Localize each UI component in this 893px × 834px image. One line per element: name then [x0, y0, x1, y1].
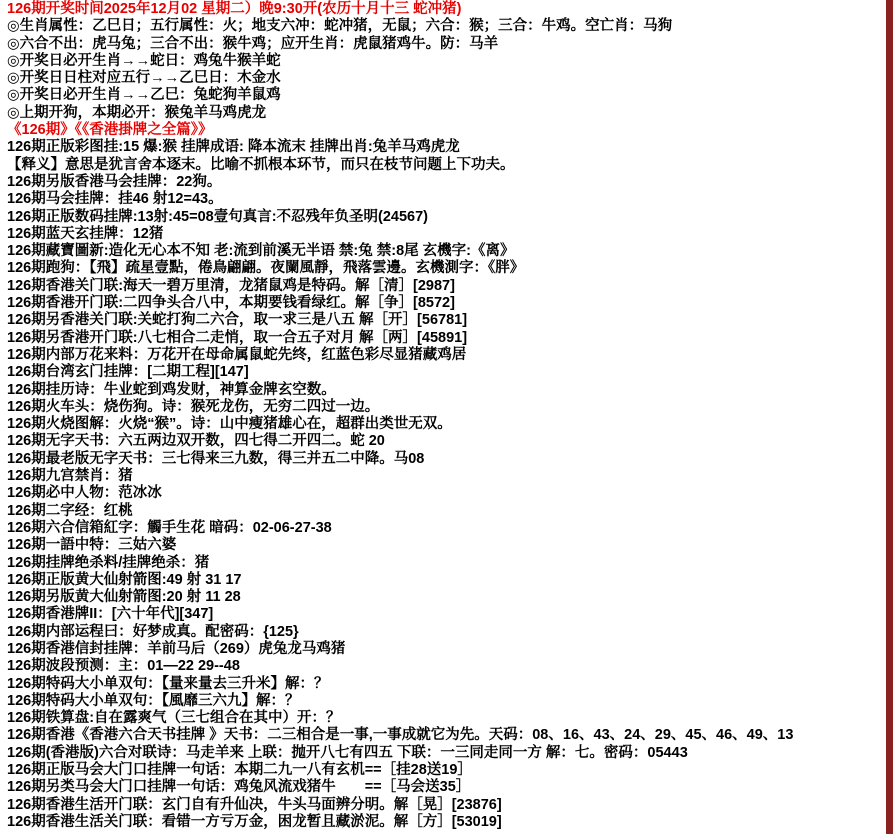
- text-line: 126期正版黄大仙射箭图:49 射 31 17: [7, 571, 242, 588]
- text-line: 126期马会挂牌：挂46 射12=43。: [7, 191, 223, 208]
- text-line: 126期火车头：烧伤狗。诗：猴死龙伤，无穷二四过一边。: [7, 398, 380, 415]
- text-line: 126期香港牌II：[六十年代][347]: [7, 606, 214, 623]
- text-line: 126期正版彩图挂:15 爆:猴 挂牌成语: 降本流末 挂牌出肖:兔羊马鸡虎龙: [7, 139, 460, 156]
- text-line: 126期蓝天玄挂牌：12猪: [7, 225, 164, 242]
- text-line: 126期无字天书：六五两边双开数，四七得二开四二。蛇 20: [7, 433, 385, 450]
- text-line: ◎上期开狗，本期必开：猴兔羊马鸡虎龙: [7, 104, 267, 121]
- text-line: 126期内部万花来料：万花开在母命属鼠蛇先终，红蓝色彩尽显猪藏鸡居: [7, 346, 467, 363]
- text-line: 126期挂牌绝杀料/挂牌绝杀：猪: [7, 554, 210, 571]
- text-line: ◎生肖属性：乙巳日；五行属性：火；地支六冲：蛇冲猪，无鼠；六合：猴；三合：牛鸡。空亡肖：马狗: [7, 18, 673, 35]
- text-line: 126期九宫禁肖：猪: [7, 468, 133, 485]
- text-line: 126期香港开门联:二四争头合八中，本期要钱看绿红。解［争］[8572]: [7, 295, 455, 312]
- text-line: ◎六合不出：虎马兔；三合不出：猴牛鸡；应开生肖：虎鼠猪鸡牛。防：马羊: [7, 35, 499, 52]
- text-line: 126期另版香港马会挂牌：22狗。: [7, 173, 222, 190]
- text-line: 126期特码大小单双句：【量来量去三升米】解：？: [7, 675, 329, 692]
- text-line: 126期台湾玄门挂牌：[二期工程][147]: [7, 364, 249, 381]
- text-line: 126期香港信封挂牌：羊前马后（269）虎兔龙马鸡猪: [7, 640, 346, 657]
- text-line: 126期香港生活关门联：看错一方亏万金，困龙暂且藏淤泥。解［方］[53019]: [7, 813, 502, 830]
- right-edge-stripe: [886, 0, 893, 834]
- text-line: 【释义】意思是犹言舍本逐末。比喻不抓根本环节，而只在枝节问题上下功夫。: [7, 156, 515, 173]
- text-line: 126期六合信箱紅字：觸手生花 暗码：02-06-27-38: [7, 519, 332, 536]
- text-line: ◎开奖日必开生肖→→乙巳：兔蛇狗羊鼠鸡: [7, 87, 281, 104]
- text-line: 126期另香港关门联:关蛇打狗二六合，取一求三是八五 解［开］[56781]: [7, 312, 468, 329]
- text-line: 126期特码大小单双句：【風靡三六九】解：？: [7, 692, 300, 709]
- text-line: 126期跑狗：【飛】疏星壹點，倦鳥翩翩。夜闌風靜，飛落雲邊。玄機測字：《胖》: [7, 260, 525, 277]
- text-line: ◎开奖日日柱对应五行→→乙巳日：木金水: [7, 70, 281, 87]
- text-line: 126期另版黄大仙射箭图:20 射 11 28: [7, 589, 241, 606]
- text-line: 《126期》《《香港掛牌之全篇》》: [7, 122, 213, 139]
- text-line: 126期另类马会大门口挂牌一句话：鸡兔风流戏猪牛 ==［马会送35］: [7, 779, 471, 796]
- text-line: 126期另香港开门联:八七相合二走悄，取一合五子对月 解［两］[45891]: [7, 329, 468, 346]
- text-line: ◎开奖日必开生肖→→蛇日：鸡兔牛猴羊蛇: [7, 52, 281, 69]
- text-line: 126期一語中特：三姑六婆: [7, 537, 177, 554]
- text-line: 126期最老版无字天书：三七得来三九数，得三并五二中降。马08: [7, 450, 425, 467]
- text-line: 126期内部运程曰：好梦成真。配密码：{125}: [7, 623, 299, 640]
- text-line: 126期(香港版)六合对联诗：马走羊来 上联：抛开八七有四五 下联：一三同走同一方 解：七。密码：05443: [7, 744, 688, 761]
- text-line: 126期挂历诗：牛业蛇到鸡发财，神算金牌玄空数。: [7, 381, 336, 398]
- text-line: 126期正版数码挂牌:13射:45=08壹句真言:不忍残年负圣明(24567): [7, 208, 429, 225]
- text-line: 126期香港生活开门联：玄门自有升仙决，牛头马面辨分明。解［晃］[23876]: [7, 796, 502, 813]
- text-line: 126期铁算盘:自在露爽气（三七组合在其中）开：？: [7, 710, 341, 727]
- text-line: 126期必中人物：范冰冰: [7, 485, 162, 502]
- lottery-lines-container: [7, 1, 893, 834]
- text-line: 126期火烧图解：火烧“猴”。诗：山中瘦猪雄心在，超群出类世无双。: [7, 416, 452, 433]
- text-line: 126期二字经：红桃: [7, 502, 133, 519]
- text-line: 126期正版马会大门口挂牌一句话：本期二九一八有玄机==［挂28送19］: [7, 762, 472, 779]
- text-line: 126期香港《香港六合天书挂牌 》天书：二三相合是一事,一事成就它为先。天码：08、16、43、24、29、45、46、49、13: [7, 727, 794, 744]
- text-line: 126期波段预测：主：01—22 29--48: [7, 658, 240, 675]
- text-line: 126期香港关门联:海天一碧万里清，龙猪鼠鸡是特码。解［清］[2987]: [7, 277, 455, 294]
- text-line: 126期开奖时间2025年12月02 星期二）晚9:30开(农历十月十三 蛇冲猪): [7, 1, 462, 17]
- text-line: 126期藏寶圖新:造化无心本不知 老:流到前溪无半语 禁:兔 禁:8尾 玄機字:《离》: [7, 243, 515, 260]
